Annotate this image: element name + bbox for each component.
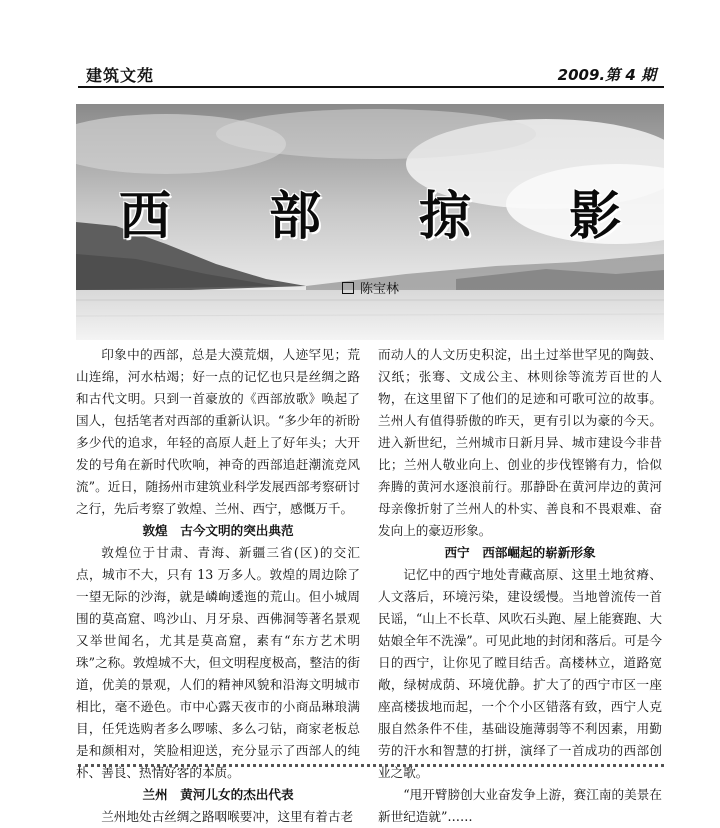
author-name: 陈宝林 <box>360 282 400 297</box>
journal-name: 建筑文苑 <box>86 66 155 85</box>
closing-quote: “甩开臂膀创大业奋发争上游，赛江南的美景在新世纪造就”…… <box>378 787 662 824</box>
dunhuang-paragraph: 敦煌位于甘肃、青海、新疆三省(区)的交汇点，城市不大，只有 13 万多人。敦煌的周边除了一望无际的沙海，就是嶙峋逶迤的荒山。但小城周围的莫高窟、鸣沙山、月牙泉、西佛洞等著名景观又举世闻名，尤其是莫高窟，素有“东方艺术明珠”之称。敦煌城不大，但文明程度极高，整洁的街道，优美的景观，人们的精神风貌和沿海文明城市相比，毫不逊色。市中心露天夜市的小商品琳琅满目，任凭选购者多么啰嗦、多么刁钻，商家老板总是和颜相对，笑脸相迎送，充分显示了西部人的纯朴、善良、热情好客的本质。 <box>76 545 360 780</box>
footer-dotted-rule <box>78 764 664 773</box>
article-author <box>342 278 399 297</box>
intro-paragraph: 印象中的西部，总是大漠荒烟，人迹罕见；荒山连绵，河水枯竭；好一点的记忆也只是丝绸之路和古代文明。只到一首豪放的《西部放歌》唤起了国人，包括笔者对西部的重新认识。“多少年的祈盼多少代的追求，年轻的高原人赶上了好年头；大开发的号角在新时代吹响，神奇的西部追赶潮流竞风流”。近日，随扬州市建筑业科学发展西部考察研讨之行，先后考察了敦煌、兰州、西宁，感慨万千。 <box>76 347 360 516</box>
xining-paragraph: 记忆中的西宁地处青藏高原、这里土地贫瘠、人文落后，环境污染，建设缓慢。当地曾流传一首民谣，“山上不长草、风吹石头跑、屋上能赛跑、大姑娘全年不洗澡”。可见此地的封闭和落后。可是今日的西宁，让你见了瞠目结舌。高楼林立，道路宽敞，绿树成荫、环境优静。扩大了的西宁市区一座座高楼拔地而起，一个个小区错落有致，西宁人克服自然条件不佳，基础设施薄弱等不利因素，用勤劳的汗水和智慧的打拼，演绎了一首成功的西部创业之歌。 <box>378 567 662 780</box>
right-column <box>378 344 662 828</box>
lanzhou-paragraph-cont: 而动人的人文历史积淀，出土过举世罕见的陶鼓、汉纸；张骞、文成公主、林则徐等流芳百世的人物，在这里留下了他们的足迹和可歌可泣的故事。兰州人有值得骄傲的昨天，更有引以为豪的今天。进入新世纪，兰州城市日新月异、城市建设今非昔比；兰州人敬业向上、创业的步伐铿锵有力，恰似奔腾的黄河水逐浪前行。那静卧在黄河岸边的黄河母亲像折射了兰州人的朴实、善良和不畏艰难、奋发向上的豪迈形象。 <box>378 347 662 538</box>
author-box-icon <box>342 282 354 294</box>
section-heading-xining: 西宁 西部崛起的崭新形象 <box>444 545 596 560</box>
lanzhou-paragraph-start: 兰州地处古丝绸之路咽喉要冲，这里有着古老 <box>101 809 354 824</box>
section-heading-dunhuang: 敦煌 古今文明的突出典范 <box>142 523 294 538</box>
article-title: 西 部 掠 影 <box>118 186 662 247</box>
left-column <box>76 344 360 828</box>
header-rule <box>78 86 664 88</box>
issue-number: 2009.第 4 期 <box>557 66 656 84</box>
section-heading-lanzhou: 兰州 黄河儿女的杰出代表 <box>142 787 294 802</box>
page-header <box>0 0 720 96</box>
hero-banner <box>76 104 664 340</box>
